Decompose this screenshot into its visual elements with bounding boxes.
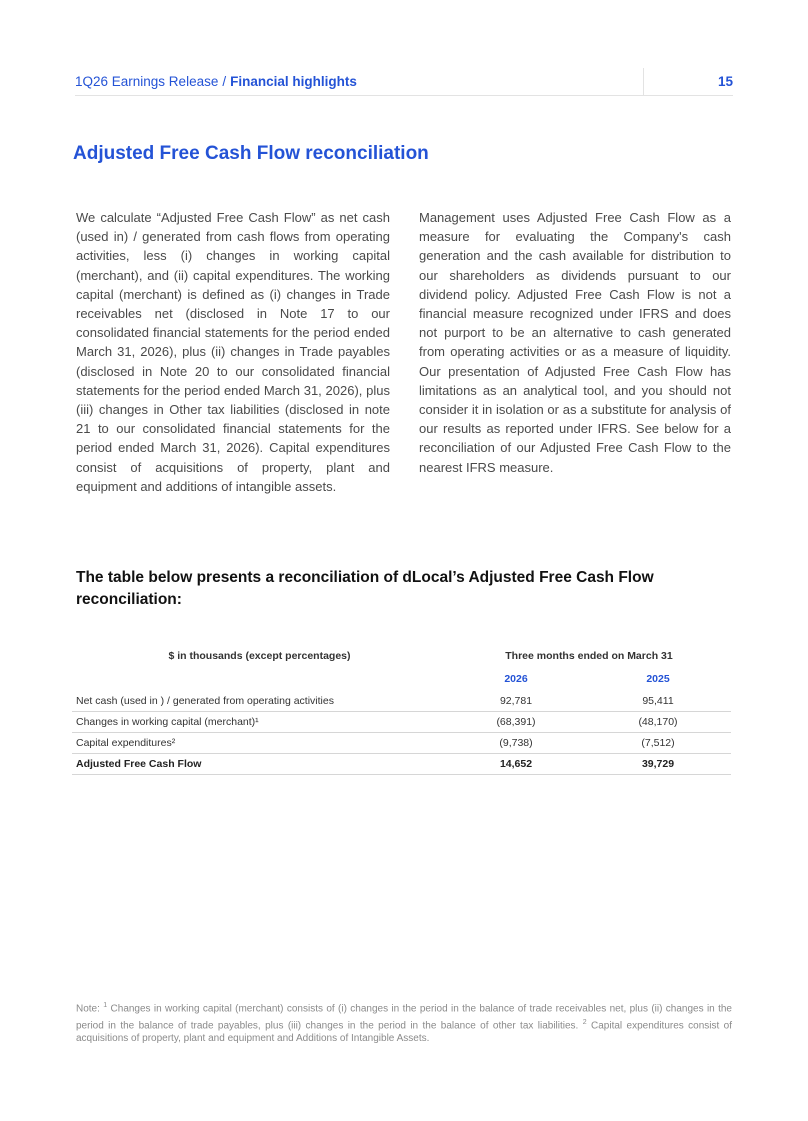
footnote-prefix: Note: xyxy=(76,1003,104,1015)
row-label: Net cash (used in ) / generated from operating activities xyxy=(76,695,334,707)
table-row-operating-cash xyxy=(72,691,731,712)
section-title: Financial highlights xyxy=(230,74,357,89)
table-row-capex xyxy=(72,733,731,754)
year-2026-header: 2026 xyxy=(504,673,528,685)
page-number: 15 xyxy=(717,74,733,89)
footnote-text-2: Capital expenditures consist of acquisitions of property, plant and equipment and Additions of Intangible Assets. xyxy=(76,1020,732,1045)
row-value-2026: (68,391) xyxy=(496,716,536,728)
table-row-adjusted-fcf xyxy=(72,754,731,775)
period-header: Three months ended on March 31 xyxy=(505,650,673,662)
year-2025-header: 2025 xyxy=(646,673,670,685)
footnote-marker-1: 1 xyxy=(103,1002,108,1009)
row-label: Capital expenditures² xyxy=(76,737,176,749)
document-title: 1Q26 Earnings Release xyxy=(75,74,219,89)
body-column-left: We calculate “Adjusted Free Cash Flow” as net cash (used in) / generated from cash flows from operating activities, less (i) changes in working capital (merchant), and (ii) capital expenditures. The working capital (merchant) is defined as (i) changes in Trade receivables net (disclosed in Note 17 to our consolidated financial statements for the period ended March 31, 2026), plus (ii) changes in Trade payables (disclosed in Note 20 to our consolidated financial statements for the period ended March 31, 2026), plus (iii) changes in Other tax liabilities (disclosed in note 21 to our consolidated financial statements for the period ended March 31, 2026). Capital expenditures consist of acquisitions of property, plant and equipment and additions of intangible assets. xyxy=(76,210,390,494)
table-intro-heading: The table below presents a reconciliation of dLocal’s Adjusted Free Cash Flow reconciliation: xyxy=(76,569,654,608)
footnote xyxy=(76,999,732,1046)
row-value-2025: 39,729 xyxy=(641,758,675,770)
body-column-right: Management uses Adjusted Free Cash Flow as a measure for evaluating the Company's cash generation and the cash available for distribution to our shareholders as dividends pursuant to our dividend policy. Adjusted Free Cash Flow is not a financial measure recognized under IFRS and does not purport to be an alternative to cash generated from operating activities or as a measure of liquidity. Our presentation of Adjusted Free Cash Flow has limitations as an analytical tool, and you should not consider it in isolation or as a substitute for analysis of our results as reported under IFRS. See below for a reconciliation of our Adjusted Free Cash Flow to the nearest IFRS measure. xyxy=(419,210,731,475)
header-divider xyxy=(643,68,644,95)
table-header-row xyxy=(72,645,731,668)
row-label: Changes in working capital (merchant)¹ xyxy=(76,716,259,728)
row-value-2026: 92,781 xyxy=(499,695,533,707)
row-value-2025: 95,411 xyxy=(642,695,674,707)
page-title: Adjusted Free Cash Flow reconciliation xyxy=(73,143,429,164)
breadcrumb xyxy=(75,74,357,89)
row-value-2025: (7,512) xyxy=(641,737,675,749)
row-value-2025: (48,170) xyxy=(638,716,678,728)
row-label: Adjusted Free Cash Flow xyxy=(76,758,202,770)
table-row-working-capital xyxy=(72,712,731,733)
footnote-marker-2: 2 xyxy=(582,1018,587,1026)
footnote-text-1: Changes in working capital (merchant) consists of (i) changes in the period in the balance of trade receivables net, plus (ii) changes in the period in the balance of trade payables, plus (iii) changes in the period in the balance of other tax liabilities. xyxy=(76,1003,732,1032)
reconciliation-table xyxy=(72,645,731,775)
units-header: $ in thousands (except percentages) xyxy=(168,650,351,662)
row-value-2026: (9,738) xyxy=(499,737,533,749)
row-value-2026: 14,652 xyxy=(499,758,533,770)
year-header-row xyxy=(72,668,731,691)
page-header xyxy=(75,68,733,96)
breadcrumb-separator: / xyxy=(222,74,227,89)
